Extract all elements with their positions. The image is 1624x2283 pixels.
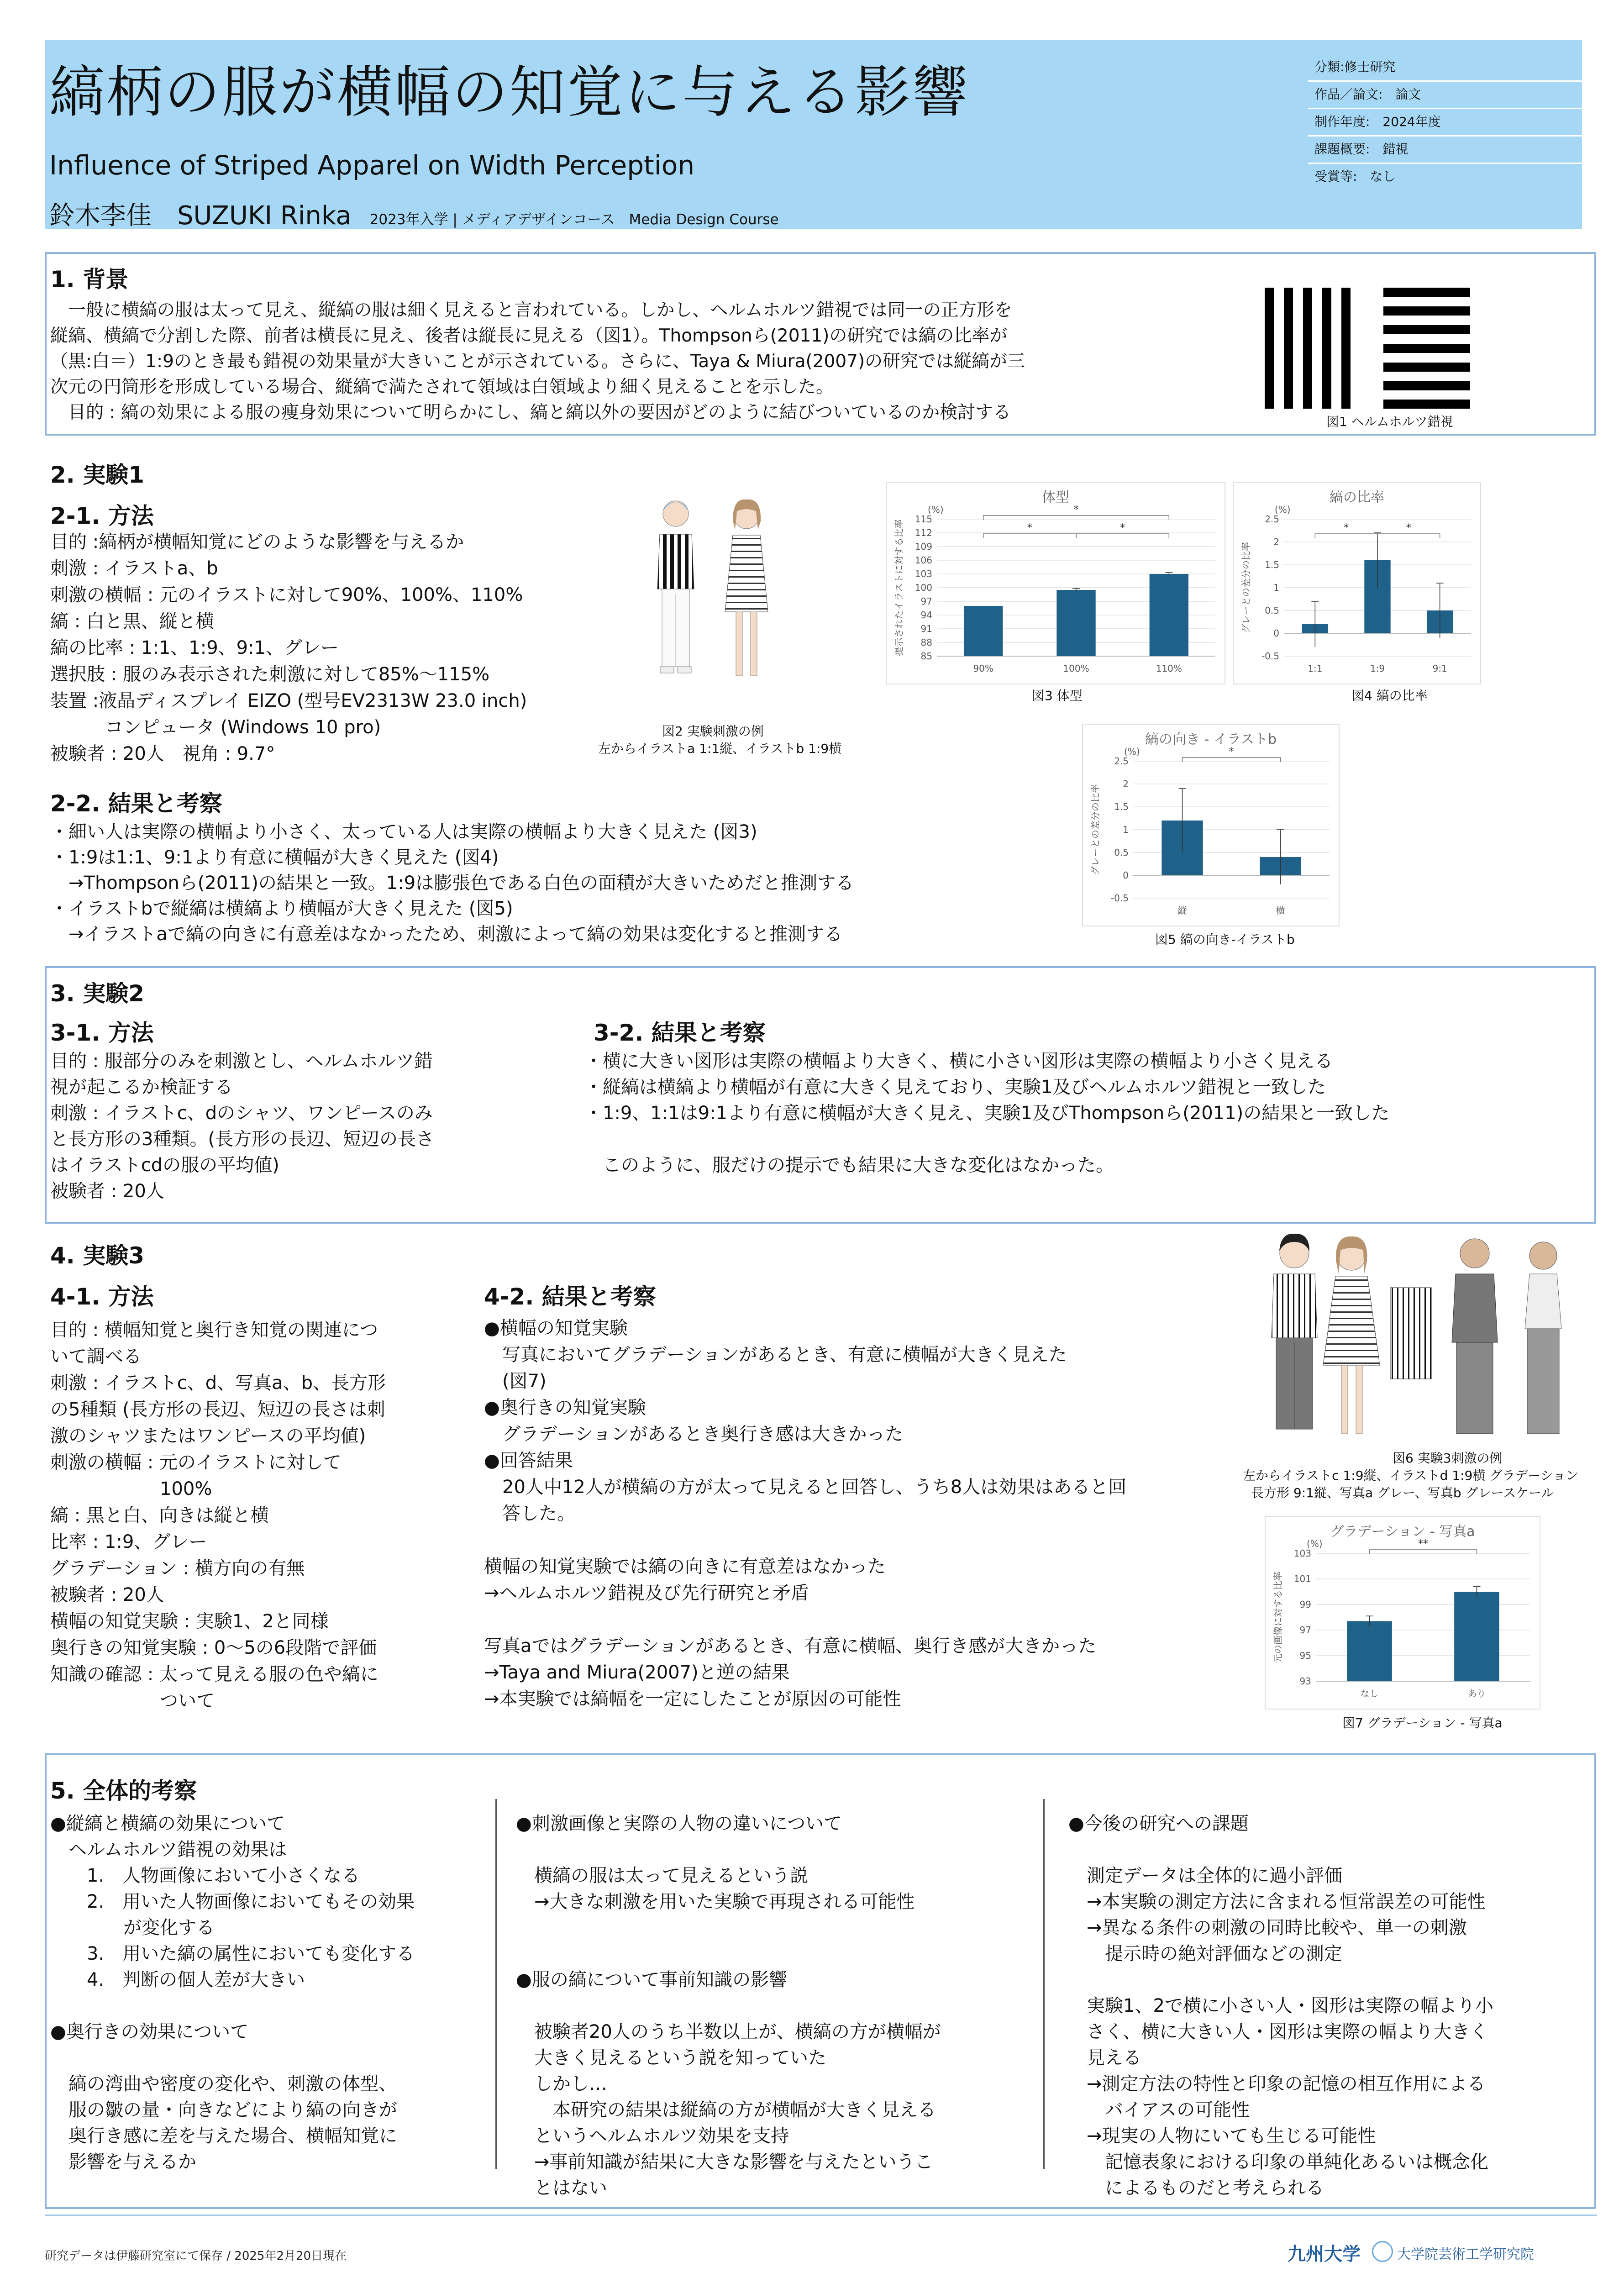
text-line: 記憶表象における印象の単純化あるいは概念化	[1068, 2151, 1488, 2173]
experiment1-title: 2. 実験1	[50, 462, 144, 488]
text-line: 視が起こるか検証する	[50, 1077, 233, 1098]
text-line: 縞 : 黒と白、向きは縦と横	[50, 1505, 269, 1526]
y-tick-label: 103	[1293, 1548, 1311, 1559]
y-tick-label: 2.5	[1265, 514, 1279, 525]
significance-label: **	[1418, 1538, 1428, 1550]
text-line: 選択肢 : 服のみ表示された刺激に対して85%～115%	[50, 664, 490, 685]
text-line: グラデーション : 横方向の有無	[50, 1558, 305, 1579]
text-line: ・横に大きい図形は実際の横幅より大きく、横に小さい図形は実際の横幅より小さく見える	[584, 1051, 1333, 1072]
text-line: ●奥行きの知覚実験	[484, 1397, 646, 1418]
text-line: 横幅の知覚実験 : 実験1、2と同様	[50, 1611, 329, 1632]
text-line	[516, 1915, 941, 1941]
y-tick-label: -0.5	[1261, 651, 1279, 662]
text-line: というヘルムホルツ効果を支持	[516, 2125, 789, 2146]
y-tick-label: 106	[914, 555, 932, 566]
text-line: ●今後の研究への課題	[1068, 1813, 1249, 1834]
x-tick-label: 110%	[1156, 663, 1182, 674]
fig6-caption-detail2: 長方形 9:1縦、写真a グレー、写真b グレースケール	[1251, 1485, 1554, 1500]
significance-bracket	[983, 534, 1076, 538]
column-divider	[1043, 1799, 1045, 2169]
illustration-c	[1272, 1234, 1317, 1429]
background-text	[50, 298, 1025, 426]
text-line: このように、服だけの提示でも結果に大きな変化はなかった。	[584, 1155, 1114, 1176]
text-line: と長方形の3種類。(長方形の長辺、短辺の長さ	[50, 1129, 435, 1150]
text-line: が変化する	[50, 1917, 215, 1938]
bar	[1347, 1621, 1392, 1681]
text-line: グラデーションがあるとき奥行き感は大きかった	[484, 1424, 904, 1445]
significance-bracket	[1315, 534, 1377, 538]
text-line: 実験1、2で横に小さい人・図形は実際の幅より小	[1068, 1995, 1493, 2016]
significance-label: *	[1073, 504, 1079, 516]
y-tick-label: 100	[914, 582, 932, 593]
x-tick-label: 1:1	[1308, 663, 1323, 674]
text-line: ●奥行きの効果について	[50, 2021, 249, 2042]
y-unit-label: (%)	[1307, 1538, 1323, 1549]
chart-stripe-ratio	[1233, 482, 1481, 684]
fig1-caption: 図1 ヘルムホルツ錯視	[1326, 414, 1453, 429]
experiment1-method	[50, 529, 527, 767]
text-line: 装置 :液晶ディスプレイ EIZO (型号EV2313W 23.0 inch)	[50, 690, 527, 711]
significance-label: *	[1406, 522, 1411, 534]
fig2-caption-detail: 左からイラストa 1:1縦、イラストb 1:9横	[598, 741, 842, 756]
text-line: →イラストaで縞の向きに有意差はなかったため、刺激によって縞の効果は変化すると推測する	[50, 924, 843, 945]
text-line: 写真aではグラデーションがあるとき、有意に横幅、奥行き感が大きかった	[484, 1636, 1097, 1657]
x-tick-label: なし	[1360, 1688, 1379, 1699]
text-line: 大きく見えるという説を知っていた	[516, 2047, 826, 2068]
experiment3-results	[484, 1315, 1126, 1712]
y-unit-label: (%)	[1124, 746, 1140, 757]
text-line: →異なる条件の刺激の同時比較や、単一の刺激	[1068, 1917, 1467, 1938]
y-tick-label: 109	[914, 541, 932, 552]
chart-title: 体型	[1042, 489, 1069, 505]
text-line: 目的 :縞柄が横幅知覚にどのような影響を与えるか	[50, 531, 464, 552]
experiment1-results	[50, 819, 854, 947]
significance-bracket	[1076, 534, 1169, 538]
text-line: ●刺激画像と実際の人物の違いについて	[516, 1813, 842, 1834]
text-line: ・1:9、1:1は9:1より有意に横幅が大きく見え、実験1及びThompsonら(2011)の結果と一致した	[584, 1103, 1390, 1124]
y-tick-label: 1.5	[1114, 801, 1129, 812]
text-line: →大きな刺激を用いた実験で再現される可能性	[516, 1891, 915, 1912]
text-line: →事前知識が結果に大きな影響を与えたというこ	[516, 2151, 933, 2173]
text-line	[50, 1993, 415, 2019]
y-tick-label: 85	[920, 651, 932, 662]
x-tick-label: 横	[1276, 905, 1285, 916]
text-line: によるものだと考えられる	[1068, 2178, 1324, 2199]
chart-svg-stripe-orientation	[1083, 725, 1339, 926]
significance-bracket	[1377, 534, 1440, 538]
fig6-caption: 図6 実験3刺激の例	[1393, 1451, 1503, 1466]
text-line: 刺激 : イラストc、dのシャツ、ワンピースのみ	[50, 1103, 433, 1124]
photo-b	[1525, 1242, 1561, 1434]
photo-a	[1452, 1239, 1498, 1434]
text-line: 1. 人物画像において小さくなる	[50, 1865, 360, 1886]
text-line: ヘルムホルツ錯視の効果は	[50, 1839, 287, 1860]
text-line: さく、横に大きい人・図形は実際の幅より大きく	[1068, 2021, 1488, 2042]
text-line: 刺激 : イラストa、b	[50, 558, 218, 579]
chart-svg-stripe-ratio	[1234, 483, 1480, 684]
experiment2-results	[584, 1048, 1389, 1178]
text-line	[516, 1837, 941, 1863]
text-line: (図7)	[484, 1371, 547, 1392]
text-line: ●縦縞と横縞の効果について	[50, 1813, 285, 1834]
text-line: 刺激の横幅 : 元のイラストに対して	[50, 1452, 342, 1473]
text-line: 見える	[1068, 2047, 1141, 2068]
text-line: 答した。	[484, 1503, 575, 1524]
text-line: →現実の人物にいても生じる可能性	[1068, 2125, 1376, 2146]
horizontal-stripes-square	[1383, 288, 1470, 409]
y-axis-label: グレーとの差分の比率	[1090, 784, 1101, 875]
text-line: 激のシャツまたはワンピースの平均値)	[50, 1426, 366, 1447]
y-unit-label: (%)	[1275, 504, 1291, 515]
bar	[1150, 574, 1188, 656]
bar	[964, 606, 1003, 656]
chart-svg-body-type	[887, 483, 1225, 684]
text-line	[1068, 1837, 1493, 1863]
text-line: しかし…	[516, 2073, 607, 2094]
significance-label: *	[1120, 522, 1125, 534]
meta-summary: 課題概要: 錯視	[1308, 136, 1588, 164]
chart-stripe-orientation	[1082, 724, 1340, 926]
text-line: いて調べる	[50, 1346, 142, 1367]
fig2-illustrations	[648, 493, 813, 721]
y-tick-label: 94	[920, 610, 932, 621]
text-line: 比率 : 1:9、グレー	[50, 1531, 207, 1552]
text-line: ●横幅の知覚実験	[484, 1318, 628, 1339]
text-line: 縞の比率 : 1:1、1:9、9:1、グレー	[50, 637, 339, 658]
fig4-caption: 図4 縞の比率	[1351, 688, 1428, 703]
text-line: （黒:白＝）1:9のとき最も錯視の効果量が大きいことが示されている。さらに、Taya & Miura(2007)の研究では縦縞が三	[50, 351, 1025, 372]
experiment3-title: 4. 実験3	[50, 1242, 144, 1269]
text-line: 本研究の結果は縦縞の方が横幅が大きく見える	[516, 2099, 936, 2120]
text-line: →測定方法の特性と印象の記憶の相互作用による	[1068, 2073, 1486, 2094]
illustration-a	[657, 501, 694, 673]
y-tick-label: 2	[1123, 779, 1129, 789]
text-line: バイアスの可能性	[1068, 2099, 1250, 2120]
text-line: 刺激の横幅 : 元のイラストに対して90%、100%、110%	[50, 584, 523, 605]
text-line: 服の皺の量・向きなどにより縞の向きが	[50, 2099, 397, 2120]
chart-title: 縞の比率	[1330, 489, 1384, 505]
text-line: ●服の縞について事前知識の影響	[516, 1969, 788, 1990]
y-tick-label: -0.5	[1110, 893, 1129, 904]
text-line	[484, 1527, 1126, 1553]
y-tick-label: 88	[920, 637, 932, 648]
text-line: 一般に横縞の服は太って見え、縦縞の服は細く見えると言われている。しかし、ヘルムホルツ錯視では同一の正方形を	[50, 300, 1012, 321]
y-tick-label: 2	[1273, 537, 1279, 547]
text-line	[584, 1126, 1389, 1152]
text-line: 知識の確認 : 太って見える服の色や縞に	[50, 1664, 378, 1685]
text-line: 縦縞、横縞で分割した際、前者は横長に見え、後者は縦長に見える（図1）。Thompsonら(2011)の研究では縞の比率が	[50, 326, 1008, 346]
column-divider	[495, 1799, 497, 2169]
text-line	[516, 1941, 941, 1967]
text-line: 縞の湾曲や密度の変化や、刺激の体型、	[50, 2073, 397, 2094]
y-tick-label: 97	[1299, 1625, 1311, 1636]
significance-label: *	[1344, 522, 1349, 534]
x-tick-label: 100%	[1063, 663, 1089, 674]
experiment1-results-title: 2-2. 結果と考察	[50, 790, 222, 817]
y-tick-label: 0.5	[1114, 847, 1129, 858]
bar	[1454, 1592, 1499, 1681]
fig3-caption: 図3 体型	[1032, 688, 1083, 703]
chart-gradation	[1265, 1516, 1540, 1710]
text-line: →ヘルムホルツ錯視及び先行研究と矛盾	[484, 1583, 809, 1604]
faculty-logo: 大学院芸術工学研究院	[1397, 2246, 1534, 2262]
fig5-caption: 図5 縞の向き-イラストb	[1155, 932, 1295, 947]
y-tick-label: 1	[1123, 824, 1129, 835]
text-line: 奥行き感に差を与えた場合、横幅知覚に	[50, 2125, 397, 2146]
x-tick-label: 90%	[973, 663, 993, 674]
significance-label: *	[1229, 746, 1234, 757]
page-subtitle: Influence of Striped Apparel on Width Perception	[49, 150, 695, 181]
x-tick-label: 1:9	[1370, 663, 1385, 674]
text-line	[50, 2045, 415, 2071]
rectangle-stimulus	[1390, 1288, 1431, 1379]
y-tick-label: 112	[914, 527, 932, 538]
y-tick-label: 0	[1273, 628, 1279, 639]
text-line: 被験者 : 20人	[50, 1584, 164, 1605]
experiment3-results-title: 4-2. 結果と考察	[484, 1284, 656, 1310]
meta-category: 分類:修士研究	[1308, 54, 1588, 82]
text-line: 横幅の知覚実験では縞の向きに有意差はなかった	[484, 1556, 886, 1577]
discussion-title: 5. 全体的考察	[50, 1778, 197, 1804]
text-line: ・1:9は1:1、9:1より有意に横幅が大きく見えた (図4)	[50, 847, 499, 868]
background-title: 1. 背景	[50, 266, 129, 293]
chart-svg-gradation	[1266, 1517, 1540, 1709]
experiment3-method-title: 4-1. 方法	[50, 1284, 154, 1310]
y-tick-label: 1.5	[1265, 559, 1279, 570]
chart-title: 縞の向き - イラストb	[1145, 731, 1277, 747]
text-line: コンピュータ (Windows 10 pro)	[50, 717, 381, 738]
text-line: 刺激 : イラストc、d、写真a、b、長方形	[50, 1373, 386, 1394]
text-line: ・縦縞は横縞より横幅が有意に大きく見えており、実験1及びヘルムホルツ錯視と一致した	[584, 1077, 1326, 1098]
text-line: 被験者 : 20人	[50, 1181, 164, 1202]
y-tick-label: 91	[920, 623, 932, 634]
meta-awards: 受賞等: なし	[1314, 169, 1396, 184]
y-tick-label: 93	[1299, 1676, 1311, 1687]
experiment3-method	[50, 1317, 386, 1714]
fig6-caption-detail1: 左からイラストc 1:9縦、イラストd 1:9横 グラデーション	[1243, 1468, 1579, 1483]
x-tick-label: あり	[1467, 1688, 1486, 1699]
text-line: はイラストcdの服の平均値)	[50, 1155, 279, 1176]
discussion-col3	[1068, 1811, 1493, 2201]
y-tick-label: 0.5	[1265, 605, 1279, 616]
chart-body-type	[886, 482, 1225, 684]
text-line: 測定データは全体的に過小評価	[1068, 1865, 1342, 1886]
y-unit-label: (%)	[928, 504, 944, 515]
y-tick-label: 0	[1123, 870, 1129, 881]
text-line: の5種類 (長方形の長辺、短辺の長さは刺	[50, 1399, 385, 1420]
text-line: ついて	[50, 1690, 215, 1711]
university-logo: 九州大学	[1288, 2244, 1361, 2265]
significance-label: *	[1027, 522, 1032, 534]
fig7-caption: 図7 グラデーション - 写真a	[1342, 1715, 1503, 1731]
text-line: 4. 判断の個人差が大きい	[50, 1969, 305, 1990]
fig2-caption: 図2 実験刺激の例	[662, 724, 764, 739]
text-line: 目的 : 服部分のみを刺激とし、ヘルムホルツ錯	[50, 1051, 433, 1072]
text-line: ・細い人は実際の横幅より小さく、太っている人は実際の横幅より大きく見えた (図3)	[50, 821, 757, 842]
text-line: 奥行きの知覚実験 : 0～5の6段階で評価	[50, 1637, 377, 1658]
affiliation: 2023年入学 | メディアデザインコース Media Design Course	[369, 211, 779, 228]
discussion-col2	[516, 1811, 941, 2201]
y-tick-label: 115	[914, 514, 932, 525]
illustration-b	[725, 500, 768, 676]
author-name: 鈴木李佳 SUZUKI Rinka	[49, 201, 352, 231]
text-line: 縞 : 白と黒、縦と横	[50, 611, 214, 632]
text-line: 2. 用いた人物画像においてもその効果	[50, 1891, 415, 1912]
y-axis-label: 元の画像に対する比率	[1272, 1572, 1283, 1663]
experiment2-results-title: 3-2. 結果と考察	[594, 1020, 766, 1046]
text-line	[516, 1993, 941, 2019]
experiment1-method-title: 2-1. 方法	[50, 503, 154, 529]
illustration-d	[1323, 1236, 1380, 1434]
text-line: 提示時の絶対評価などの測定	[1068, 1943, 1342, 1964]
text-line: 横縞の服は太って見えるという説	[516, 1865, 808, 1886]
x-tick-label: 縦	[1177, 905, 1187, 916]
fig6-stimuli	[1260, 1228, 1589, 1447]
text-line	[484, 1606, 1126, 1633]
author-line	[49, 195, 779, 232]
meta-type: 作品／論文: 論文	[1308, 81, 1588, 109]
vertical-stripes-square	[1265, 288, 1351, 409]
chart-title: グラデーション - 写真a	[1330, 1524, 1475, 1540]
experiment2-method-title: 3-1. 方法	[50, 1020, 154, 1046]
text-line: →Thompsonら(2011)の結果と一致。1:9は膨張色である白色の面積が大きいためだと推測する	[50, 873, 854, 894]
y-tick-label: 99	[1299, 1599, 1311, 1610]
y-tick-label: 1	[1273, 582, 1279, 593]
text-line: 目的 : 横幅知覚と奥行き知覚の関連につ	[50, 1320, 378, 1341]
text-line: 100%	[50, 1478, 212, 1499]
footer-divider	[45, 2215, 1597, 2216]
text-line: 3. 用いた縞の属性においても変化する	[50, 1943, 415, 1964]
y-tick-label: 97	[920, 596, 932, 607]
page-title: 縞柄の服が横幅の知覚に与える影響	[49, 60, 970, 125]
meta-year: 制作年度: 2024年度	[1308, 109, 1588, 137]
y-tick-label: 95	[1299, 1650, 1311, 1661]
text-line: →Taya and Miura(2007)と逆の結果	[484, 1662, 790, 1683]
text-line: 次元の円筒形を形成している場合、縦縞で満たされて領域は白領域より細く見えることを示した。	[50, 377, 834, 397]
text-line	[1068, 1967, 1493, 1993]
y-tick-label: 101	[1293, 1573, 1311, 1584]
text-line: 写真においてグラデーションがあるとき、有意に横幅が大きく見えた	[484, 1344, 1067, 1365]
faculty-logo-icon	[1372, 2241, 1393, 2262]
text-line: 影響を与えるか	[50, 2151, 196, 2173]
text-line: ・イラストbで縦縞は横縞より横幅が大きく見えた (図5)	[50, 898, 513, 919]
bar	[1056, 590, 1095, 656]
text-line: 目的 : 縞の効果による服の痩身効果について明らかにし、縞と縞以外の要因がどのように結びついているのか検討する	[50, 402, 1011, 423]
y-axis-label: グレーとの差分の比率	[1240, 542, 1251, 633]
text-line: 20人中12人が横縞の方が太って見えると回答し、うち8人は効果はあると回	[484, 1477, 1127, 1498]
text-line: →本実験の測定方法に含まれる恒常誤差の可能性	[1068, 1891, 1486, 1912]
text-line: とはない	[516, 2178, 607, 2199]
y-tick-label: 103	[914, 568, 932, 579]
helmholtz-figure	[1265, 288, 1470, 411]
x-tick-label: 9:1	[1432, 663, 1447, 674]
experiment2-method	[50, 1048, 434, 1205]
y-axis-label: 提示されたイラストに対する比率	[893, 519, 904, 656]
text-line: 被験者20人のうち半数以上が、横縞の方が横幅が	[516, 2021, 941, 2042]
y-tick-label: 2.5	[1114, 756, 1129, 767]
text-line: ●回答結果	[484, 1450, 573, 1471]
discussion-col1	[50, 1811, 415, 2175]
text-line: 被験者 : 20人 視角 : 9.7°	[50, 743, 275, 764]
text-line: →本実験では縞幅を一定にしたことが原因の可能性	[484, 1689, 901, 1710]
footer-note: 研究データは伊藤研究室にて保存 / 2025年2月20日現在	[45, 2249, 347, 2263]
experiment2-title: 3. 実験2	[50, 980, 144, 1007]
